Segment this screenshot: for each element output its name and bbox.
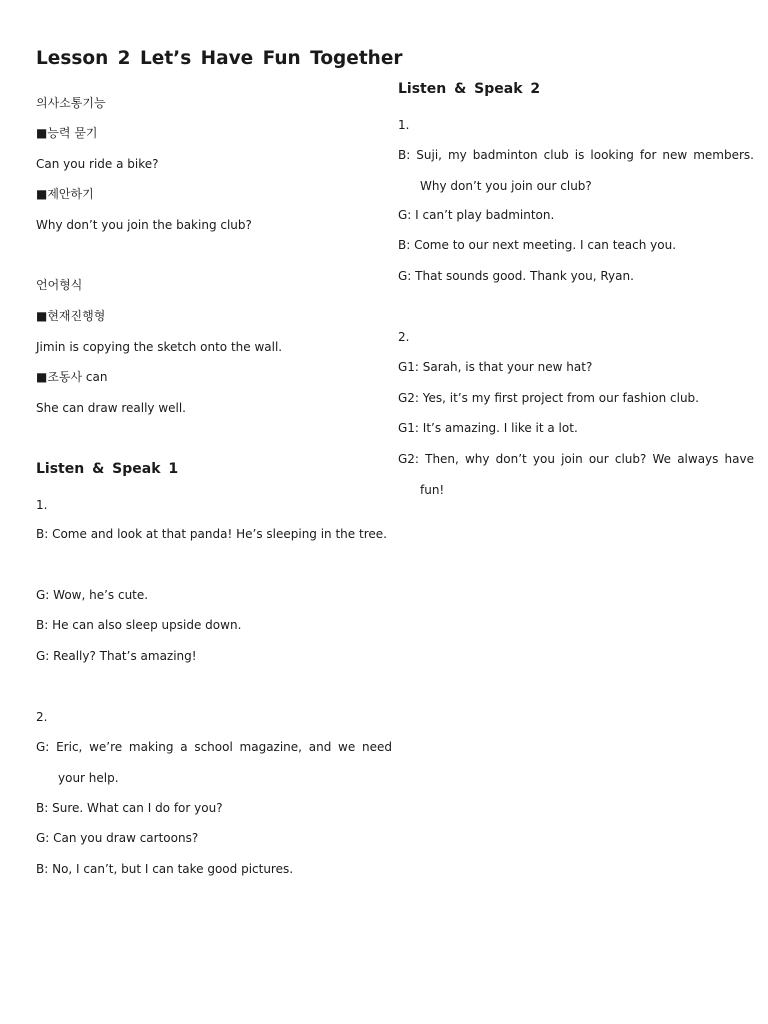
- listen-speak-2-heading: Listen & Speak 2: [398, 81, 541, 97]
- ls2-dialog-2-line: G1: It’s amazing. I like it a lot.: [398, 421, 578, 435]
- ls1-dialog-1-number: 1.: [36, 498, 48, 512]
- language-form-heading: 언어형식: [36, 278, 83, 292]
- ls2-dialog-2-number: 2.: [398, 330, 410, 344]
- ls1-dialog-2-number: 2.: [36, 710, 48, 724]
- ls2-dialog-1-line: G: That sounds good. Thank you, Ryan.: [398, 269, 634, 283]
- progressive-example: Jimin is copying the sketch onto the wall.: [36, 340, 283, 354]
- ls1-dialog-2-line: B: No, I can’t, but I can take good pictures.: [36, 862, 294, 876]
- ls2-dialog-2-line: G1: Sarah, is that your new hat?: [398, 360, 593, 374]
- ls2-dialog-1-line: B: Come to our next meeting. I can teach you.: [398, 238, 677, 252]
- progressive-label: ■현재진행형: [36, 309, 106, 323]
- modal-can-label: ■조동사 can: [36, 370, 108, 384]
- ls2-dialog-1-line: G: I can’t play badminton.: [398, 208, 555, 222]
- ability-example: Can you ride a bike?: [36, 157, 159, 171]
- ls2-dialog-1-number: 1.: [398, 118, 410, 132]
- ls1-dialog-1-line: B: He can also sleep upside down.: [36, 618, 242, 632]
- ls1-dialog-2-line: B: Sure. What can I do for you?: [36, 801, 223, 815]
- modal-can-example: She can draw really well.: [36, 401, 186, 415]
- comm-function-heading: 의사소통기능: [36, 96, 106, 110]
- ls1-dialog-1-line: G: Wow, he’s cute.: [36, 588, 149, 602]
- ls2-dialog-2-line: G2: Then, why don’t you join our club? We always have fun!: [398, 452, 754, 497]
- ls1-dialog-2-line: G: Can you draw cartoons?: [36, 831, 199, 845]
- ls2-dialog-1-line: B: Suji, my badminton club is looking for new members. Why don’t you join our club?: [398, 148, 754, 193]
- listen-speak-1-heading: Listen & Speak 1: [36, 461, 179, 477]
- ls1-dialog-1-line: B: Come and look at that panda! He’s sleeping in the tree.: [36, 527, 387, 541]
- document-title: Lesson 2 Let’s Have Fun Together: [36, 48, 403, 69]
- ls1-dialog-1-line: G: Really? That’s amazing!: [36, 649, 197, 663]
- ls1-dialog-2-line: G: Eric, we’re making a school magazine, and we need your help.: [36, 740, 392, 785]
- ability-label: ■능력 묻기: [36, 126, 98, 140]
- suggest-label: ■제안하기: [36, 187, 94, 201]
- suggest-example: Why don’t you join the baking club?: [36, 218, 252, 232]
- ls2-dialog-2-line: G2: Yes, it’s my first project from our fashion club.: [398, 391, 699, 405]
